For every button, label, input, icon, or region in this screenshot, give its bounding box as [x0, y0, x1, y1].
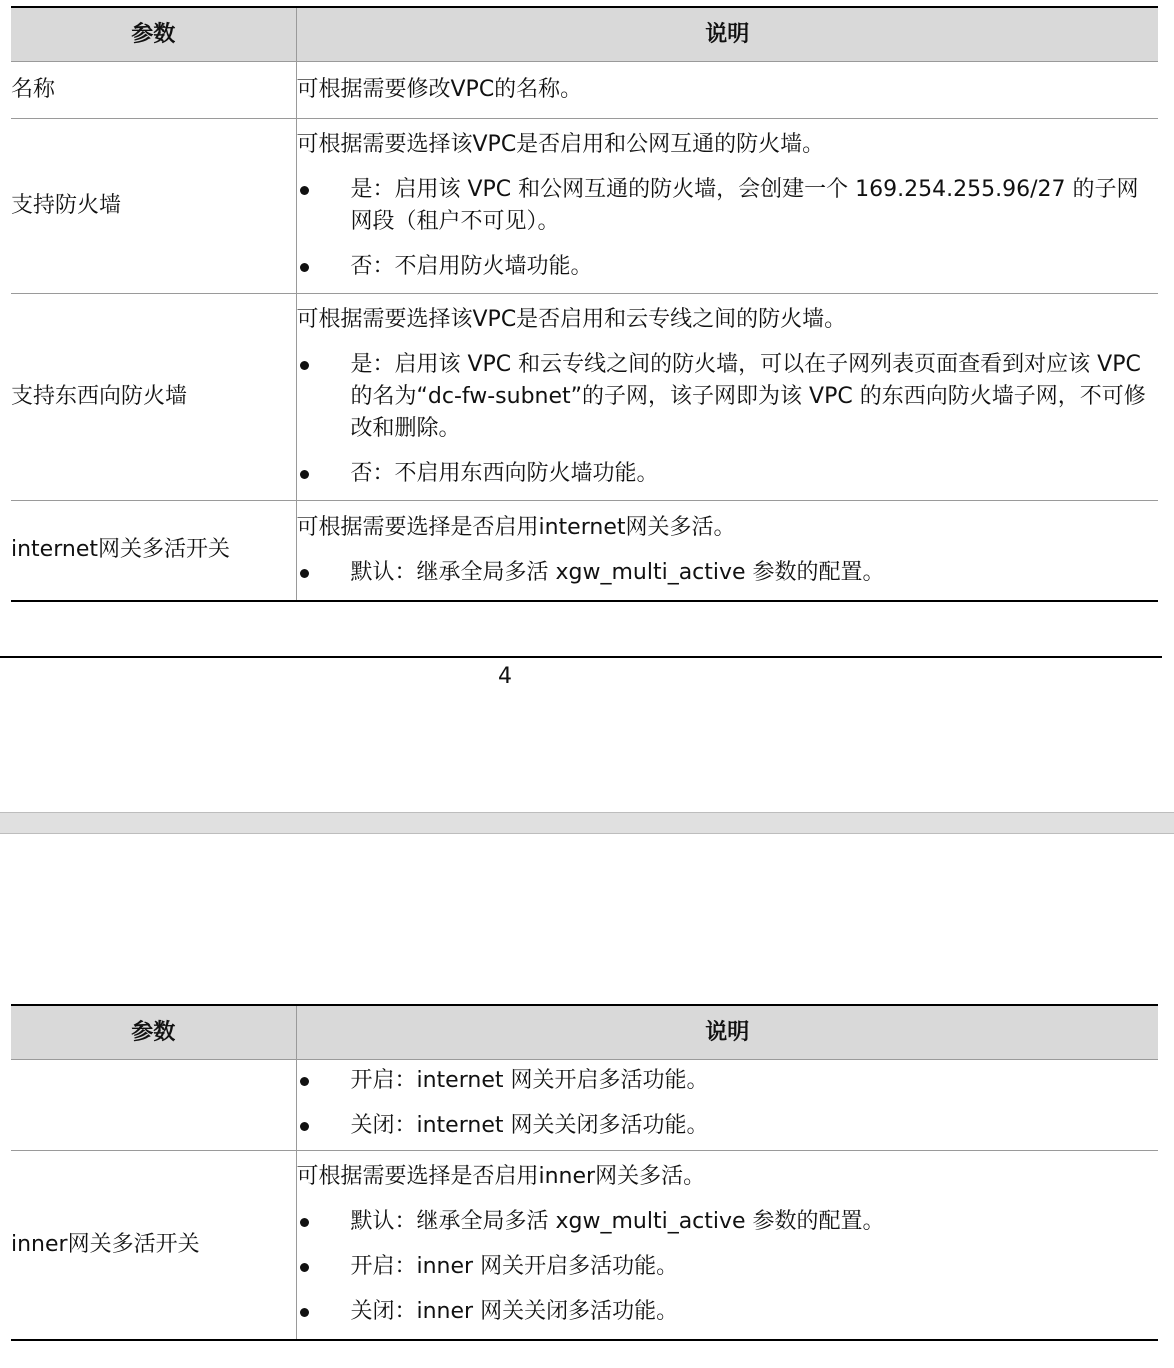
bullet-icon — [300, 569, 309, 578]
bullet-icon — [300, 1122, 309, 1131]
bullet-list — [297, 1206, 1159, 1328]
param-name — [11, 1060, 296, 1151]
table-header-row — [11, 1005, 1158, 1060]
list-item: 否：不启用防火墙功能。 — [297, 251, 1159, 283]
bullet-icon — [300, 186, 309, 195]
page-separator — [0, 812, 1174, 834]
bullet-list — [297, 174, 1159, 283]
bullet-icon — [300, 1077, 309, 1086]
desc-intro: 可根据需要选择该VPC是否启用和云专线之间的防火墙。 — [296, 307, 847, 332]
list-item: 开启：internet 网关开启多活功能。 — [297, 1065, 1159, 1097]
footer-divider — [0, 656, 1162, 658]
bullet-icon — [300, 1308, 309, 1317]
table-row — [11, 501, 1158, 601]
header-desc: 说明 — [296, 7, 1158, 62]
header-desc: 说明 — [296, 1005, 1158, 1060]
desc-intro: 可根据需要修改VPC的名称。 — [296, 77, 583, 102]
param-desc — [296, 119, 1158, 294]
list-item: 关闭：internet 网关关闭多活功能。 — [297, 1110, 1159, 1142]
bullet-icon — [300, 1218, 309, 1227]
table-row — [11, 294, 1158, 501]
table-header-row — [11, 7, 1158, 62]
list-item: 默认：继承全局多活 xgw_multi_active 参数的配置。 — [297, 1206, 1159, 1238]
param-name: internet网关多活开关 — [11, 501, 296, 601]
bullet-list — [297, 349, 1159, 490]
desc-intro: 可根据需要选择是否启用internet网关多活。 — [296, 514, 736, 540]
page-number: 4 — [498, 664, 512, 689]
bullet-list — [297, 557, 1159, 589]
table-row — [11, 1060, 1158, 1151]
bullet-icon — [300, 470, 309, 479]
table-row — [11, 1151, 1158, 1340]
header-param: 参数 — [11, 1005, 296, 1060]
desc-intro: 可根据需要选择是否启用inner网关多活。 — [296, 1164, 706, 1190]
list-item: 关闭：inner 网关关闭多活功能。 — [297, 1296, 1159, 1328]
param-desc — [296, 62, 1158, 119]
param-name: inner网关多活开关 — [11, 1151, 296, 1340]
bullet-icon — [300, 263, 309, 272]
table-row — [11, 62, 1158, 119]
param-name: 名称 — [11, 62, 296, 119]
param-name: 支持防火墙 — [11, 119, 296, 294]
param-desc — [296, 294, 1158, 501]
bullet-icon — [300, 1263, 309, 1272]
param-desc — [296, 501, 1158, 601]
list-item: 是：启用该 VPC 和云专线之间的防火墙，可以在子网列表页面查看到对应该 VPC 的名为“dc-fw-subnet”的子网，该子网即为该 VPC 的东西向防火墙子网，不可修改和删除。 — [297, 349, 1159, 445]
header-param: 参数 — [11, 7, 296, 62]
parameter-table-1 — [11, 6, 1158, 602]
desc-intro: 可根据需要选择该VPC是否启用和公网互通的防火墙。 — [296, 132, 825, 157]
list-item: 是：启用该 VPC 和公网互通的防火墙，会创建一个 169.254.255.96/27 的子网网段（租户不可见）。 — [297, 174, 1159, 238]
param-desc — [296, 1151, 1158, 1340]
list-item: 默认：继承全局多活 xgw_multi_active 参数的配置。 — [297, 557, 1159, 589]
param-desc — [296, 1060, 1158, 1151]
list-item: 开启：inner 网关开启多活功能。 — [297, 1251, 1159, 1283]
bullet-list — [297, 1065, 1159, 1142]
parameter-table-2 — [11, 1004, 1158, 1341]
list-item: 否：不启用东西向防火墙功能。 — [297, 458, 1159, 490]
bullet-icon — [300, 361, 309, 370]
param-name: 支持东西向防火墙 — [11, 294, 296, 501]
table-row — [11, 119, 1158, 294]
